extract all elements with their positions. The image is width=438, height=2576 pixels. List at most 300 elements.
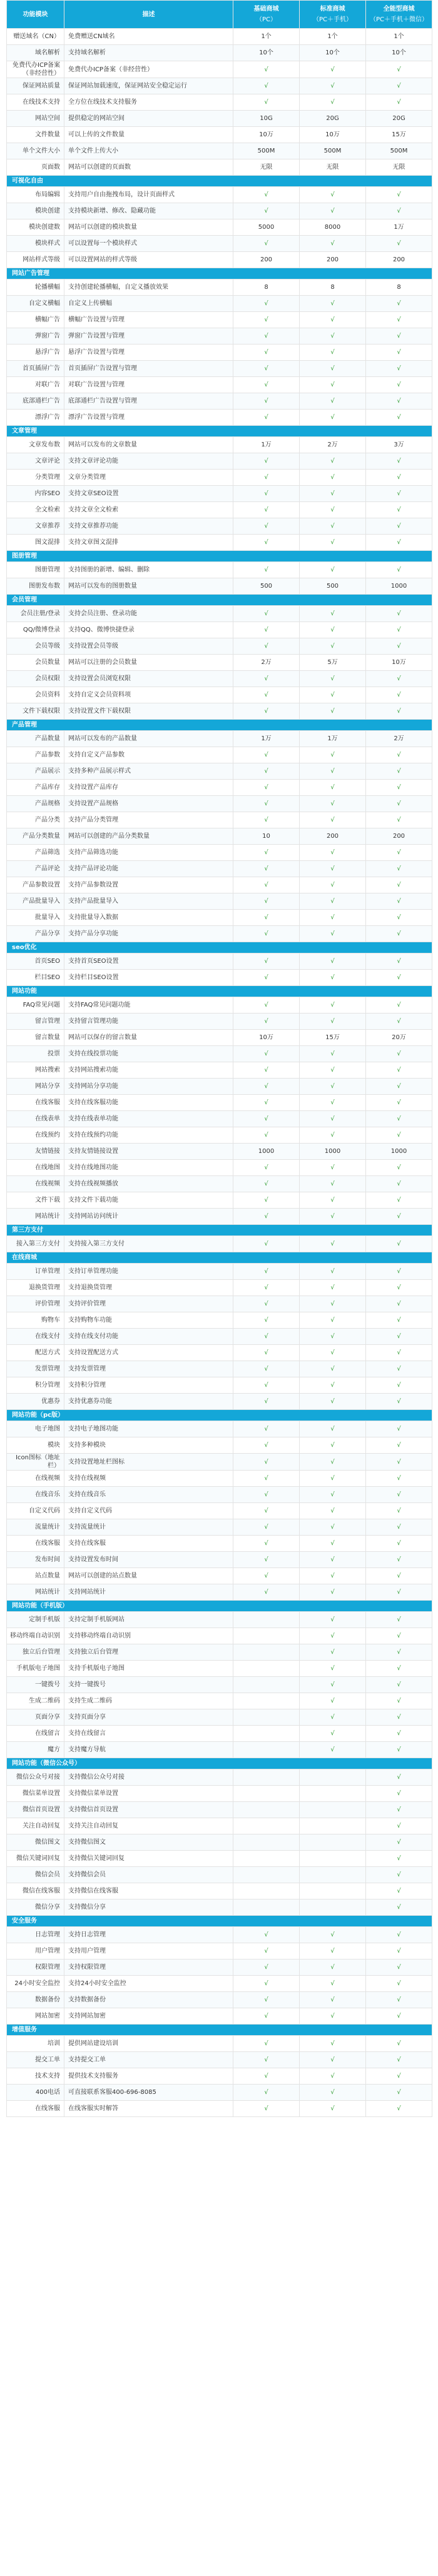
table-row [7, 747, 432, 763]
plan-value: √ [300, 1079, 366, 1095]
feature-description: 支持定制手机版网站 [64, 1612, 233, 1628]
feature-description: 支持电子地图功能 [64, 1421, 233, 1437]
table-row [7, 1014, 432, 1030]
feature-name: 会员等级 [7, 638, 64, 655]
plan-value: √ [233, 796, 300, 812]
feature-name: 内容SEO [7, 486, 64, 502]
feature-description: 支持FAQ常见问题功能 [64, 997, 233, 1014]
plan-value: √ [300, 622, 366, 638]
plan-value: 500M [233, 143, 300, 159]
plan-value: √ [366, 296, 432, 312]
plan-value: 8 [300, 279, 366, 296]
feature-comparison [6, 0, 432, 2117]
feature-name: 横幅广告 [7, 312, 64, 328]
header-description: 描述 [64, 1, 233, 29]
plan-value: √ [366, 203, 432, 219]
feature-description: 支持在线留言 [64, 1726, 233, 1742]
plan-value: √ [366, 1519, 432, 1536]
table-row [7, 1584, 432, 1601]
table-row [7, 236, 432, 252]
plan-value: √ [233, 1280, 300, 1296]
plan-value: 1万 [233, 437, 300, 453]
plan-value: √ [233, 893, 300, 910]
feature-name: 24小时安全监控 [7, 1976, 64, 1992]
plan-value: 5000 [233, 219, 300, 236]
table-row [7, 1437, 432, 1454]
table-row [7, 393, 432, 410]
table-row [7, 997, 432, 1014]
feature-description: 提供稳定的网站空间 [64, 111, 233, 127]
plan-value: √ [300, 486, 366, 502]
plan-value: √ [300, 1584, 366, 1601]
plan-value: √ [366, 1726, 432, 1742]
feature-name: 用户管理 [7, 1943, 64, 1960]
feature-description: 支持多种模块 [64, 1437, 233, 1454]
feature-name: FAQ常见问题 [7, 997, 64, 1014]
feature-name: 数据备份 [7, 1992, 64, 2008]
plan-value: √ [366, 703, 432, 720]
section-header [7, 176, 432, 187]
plan-value [300, 1769, 366, 1786]
plan-value: √ [233, 687, 300, 703]
feature-name: 在线表单 [7, 1111, 64, 1127]
plan-value: √ [233, 1176, 300, 1192]
feature-description: 网站可以发布的文章数量 [64, 437, 233, 453]
plan-value: √ [366, 910, 432, 926]
plan-value: √ [300, 893, 366, 910]
table-row [7, 1818, 432, 1834]
plan-value: √ [366, 1209, 432, 1225]
plan-value [233, 1709, 300, 1726]
table-row [7, 1612, 432, 1628]
plan-value: √ [300, 78, 366, 94]
plan-sub: （PC） [255, 16, 277, 23]
plan-value: √ [233, 562, 300, 578]
plan-value: √ [300, 1046, 366, 1062]
plan-value: √ [300, 535, 366, 551]
plan-value: √ [233, 1437, 300, 1454]
plan-name: 标准商城 [320, 6, 345, 13]
table-row [7, 127, 432, 143]
feature-description: 支持网站加密 [64, 2008, 233, 2025]
feature-name: 赠送域名（CN） [7, 29, 64, 45]
feature-name: 布局编辑 [7, 187, 64, 203]
plan-value: √ [300, 926, 366, 942]
plan-value: 200 [366, 828, 432, 845]
feature-description: 支持产品分类管理 [64, 812, 233, 828]
plan-value: √ [233, 2068, 300, 2085]
feature-name: 移动终端自动识别 [7, 1628, 64, 1644]
plan-value: √ [366, 1943, 432, 1960]
plan-value: √ [233, 638, 300, 655]
plan-value: √ [366, 1127, 432, 1144]
feature-description: 支持文章SEO设置 [64, 486, 233, 502]
table-row [7, 377, 432, 393]
table-row [7, 861, 432, 877]
plan-value: √ [233, 453, 300, 470]
feature-description: 支持自定义产品参数 [64, 747, 233, 763]
feature-description: 支持文章图文混排 [64, 535, 233, 551]
plan-value: √ [366, 687, 432, 703]
plan-value: √ [366, 1437, 432, 1454]
feature-name: 文章评论 [7, 453, 64, 470]
feature-description: 支持评价管理 [64, 1296, 233, 1312]
table-row [7, 910, 432, 926]
plan-value: √ [366, 1454, 432, 1471]
feature-description: 支持设置产品库存 [64, 780, 233, 796]
feature-name: 在线音乐 [7, 1487, 64, 1503]
plan-value: √ [300, 1536, 366, 1552]
feature-name: 栏目SEO [7, 970, 64, 986]
feature-name: 流量统计 [7, 1519, 64, 1536]
plan-value: 2万 [300, 437, 366, 453]
table-row [7, 1030, 432, 1046]
section-header [7, 720, 432, 731]
plan-value: √ [366, 763, 432, 780]
feature-name: 微信菜单设置 [7, 1786, 64, 1802]
feature-name: 保证网站质量 [7, 78, 64, 94]
feature-description: 支持产品筛选功能 [64, 845, 233, 861]
feature-description: 支持手机版电子地图 [64, 1661, 233, 1677]
feature-name: 发布时间 [7, 1552, 64, 1568]
plan-value: √ [366, 1899, 432, 1916]
feature-name: 生成二维码 [7, 1693, 64, 1709]
plan-value: √ [300, 1264, 366, 1280]
plan-value: √ [300, 861, 366, 877]
plan-value [300, 1867, 366, 1883]
plan-value: √ [366, 1046, 432, 1062]
plan-value: √ [233, 703, 300, 720]
plan-value [300, 1786, 366, 1802]
plan-value: √ [300, 747, 366, 763]
plan-value: √ [233, 1079, 300, 1095]
feature-description: 漂浮广告设置与管理 [64, 410, 233, 426]
feature-name: 微信公众号对接 [7, 1769, 64, 1786]
feature-description: 支持首页SEO设置 [64, 953, 233, 970]
plan-value: √ [366, 2052, 432, 2068]
feature-description: 支持在线支付功能 [64, 1329, 233, 1345]
table-row [7, 1209, 432, 1225]
section-title: 网站功能（pc版） [7, 1410, 432, 1421]
feature-description: 支持文章评论功能 [64, 453, 233, 470]
feature-name: 首页SEO [7, 953, 64, 970]
plan-value: 8000 [300, 219, 366, 236]
plan-value: √ [366, 1296, 432, 1312]
plan-value: √ [366, 812, 432, 828]
plan-value [233, 1867, 300, 1883]
plan-value: √ [366, 1394, 432, 1410]
plan-value: √ [366, 187, 432, 203]
plan-value: √ [300, 1927, 366, 1943]
plan-value: √ [366, 312, 432, 328]
feature-name: 图文混排 [7, 535, 64, 551]
feature-description: 支持会员注册、登录功能 [64, 606, 233, 622]
table-row [7, 1095, 432, 1111]
feature-name: 网站加密 [7, 2008, 64, 2025]
plan-value: √ [300, 1111, 366, 1127]
section-header [7, 426, 432, 437]
plan-value: √ [300, 1487, 366, 1503]
feature-name: 定制手机版 [7, 1612, 64, 1628]
plan-value: √ [300, 2101, 366, 2117]
plan-value: √ [233, 622, 300, 638]
table-row [7, 2052, 432, 2068]
plan-value: √ [300, 1312, 366, 1329]
table-row [7, 486, 432, 502]
plan-value: √ [366, 562, 432, 578]
plan-value: √ [233, 1046, 300, 1062]
plan-value: √ [366, 1802, 432, 1818]
plan-value: √ [300, 1628, 366, 1644]
feature-description: 支持QQ、微博快捷登录 [64, 622, 233, 638]
plan-value: √ [300, 1519, 366, 1536]
plan-value: √ [300, 377, 366, 393]
feature-description: 支持24小时安全监控 [64, 1976, 233, 1992]
plan-value: √ [300, 1726, 366, 1742]
plan-value: √ [366, 1536, 432, 1552]
plan-value: √ [233, 1111, 300, 1127]
table-row [7, 518, 432, 535]
table-row [7, 845, 432, 861]
plan-value [233, 1726, 300, 1742]
feature-description: 在线客服实时解答 [64, 2101, 233, 2117]
feature-description: 支持文章全文检索 [64, 502, 233, 518]
feature-description: 首页插屏广告设置与管理 [64, 361, 233, 377]
table-row [7, 143, 432, 159]
feature-name: 首页插屏广告 [7, 361, 64, 377]
header-plan-standard [300, 1, 366, 29]
feature-name: 自定义代码 [7, 1503, 64, 1519]
plan-value: √ [233, 877, 300, 893]
feature-description: 支持微信菜单设置 [64, 1786, 233, 1802]
feature-description: 可以设置网站的样式等级 [64, 252, 233, 268]
feature-description: 支持多种产品展示样式 [64, 763, 233, 780]
feature-name: 页面分享 [7, 1709, 64, 1726]
table-row [7, 780, 432, 796]
plan-value: √ [300, 562, 366, 578]
plan-value [233, 1834, 300, 1851]
plan-value: √ [366, 1471, 432, 1487]
table-row [7, 1677, 432, 1693]
plan-value: √ [300, 606, 366, 622]
plan-value: √ [300, 877, 366, 893]
feature-description: 免费代办ICP备案（非经营性） [64, 61, 233, 78]
plan-value: √ [233, 345, 300, 361]
plan-value: √ [233, 2085, 300, 2101]
feature-name: 产品数量 [7, 731, 64, 747]
feature-name: 站点数量 [7, 1568, 64, 1584]
feature-description: 支持微信首页设置 [64, 1802, 233, 1818]
feature-description: 支持独立后台管理 [64, 1644, 233, 1661]
feature-description: 提供技术支持服务 [64, 2068, 233, 2085]
feature-description: 支持在线客服功能 [64, 1095, 233, 1111]
plan-value: √ [300, 187, 366, 203]
plan-value: √ [300, 1644, 366, 1661]
plan-value: 10G [233, 111, 300, 127]
plan-value: √ [366, 877, 432, 893]
feature-description: 支持网站搜索功能 [64, 1062, 233, 1079]
plan-value [233, 1644, 300, 1661]
feature-name: 订单管理 [7, 1264, 64, 1280]
feature-description: 支持图册的新增、编辑、删除 [64, 562, 233, 578]
table-row [7, 361, 432, 377]
plan-value: √ [233, 535, 300, 551]
table-row [7, 1927, 432, 1943]
feature-name: 技术支持 [7, 2068, 64, 2085]
feature-name: 积分管理 [7, 1377, 64, 1394]
plan-value: √ [300, 1209, 366, 1225]
plan-value: √ [366, 377, 432, 393]
feature-description: 支持订单管理功能 [64, 1264, 233, 1280]
plan-value: √ [366, 780, 432, 796]
feature-description: 免费赠送CN域名 [64, 29, 233, 45]
feature-description: 支持微信分享 [64, 1899, 233, 1916]
plan-value: √ [366, 1960, 432, 1976]
plan-value: 1000 [366, 578, 432, 595]
table-row [7, 2036, 432, 2052]
feature-name: 文件下载 [7, 1192, 64, 1209]
plan-value: √ [366, 1264, 432, 1280]
feature-name: 轮播横幅 [7, 279, 64, 296]
table-row [7, 606, 432, 622]
feature-description: 支持友情链接设置 [64, 1144, 233, 1160]
plan-value: √ [366, 328, 432, 345]
plan-value: √ [366, 1644, 432, 1661]
plan-value: √ [300, 345, 366, 361]
table-row [7, 1519, 432, 1536]
plan-value: √ [233, 1361, 300, 1377]
feature-name: 页面数 [7, 159, 64, 176]
plan-value: √ [366, 1111, 432, 1127]
plan-value: √ [300, 1329, 366, 1345]
plan-value: √ [300, 2036, 366, 2052]
feature-name: 会员数量 [7, 655, 64, 671]
plan-name: 全能型商城 [383, 6, 415, 13]
plan-value: √ [233, 486, 300, 502]
plan-value [233, 1628, 300, 1644]
table-row [7, 970, 432, 986]
feature-description: 支持批量导入数据 [64, 910, 233, 926]
plan-value: √ [366, 1867, 432, 1883]
table-row [7, 1264, 432, 1280]
feature-name: 漂浮广告 [7, 410, 64, 426]
table-row [7, 2008, 432, 2025]
plan-value: √ [233, 1454, 300, 1471]
plan-value: √ [300, 2052, 366, 2068]
feature-name: 在线视频 [7, 1176, 64, 1192]
feature-name: 接入第三方支付 [7, 1236, 64, 1252]
plan-value: √ [300, 812, 366, 828]
section-title: 产品管理 [7, 720, 432, 731]
plan-value: √ [366, 926, 432, 942]
feature-description: 保证网站加载速度，保证网站安全稳定运行 [64, 78, 233, 94]
plan-value: √ [300, 312, 366, 328]
plan-value: 20万 [366, 1030, 432, 1046]
plan-value: 10万 [233, 1030, 300, 1046]
feature-name: 网站分享 [7, 1079, 64, 1095]
table-row [7, 562, 432, 578]
section-title: 可视化自由 [7, 176, 432, 187]
feature-name: 产品参数 [7, 747, 64, 763]
plan-value: √ [366, 518, 432, 535]
table-row [7, 1361, 432, 1377]
plan-value: √ [300, 970, 366, 986]
section-header [7, 1225, 432, 1236]
plan-value: √ [366, 893, 432, 910]
feature-name: 电子地图 [7, 1421, 64, 1437]
plan-value: √ [233, 1014, 300, 1030]
plan-value: √ [366, 1014, 432, 1030]
plan-value: √ [300, 953, 366, 970]
plan-value: √ [300, 361, 366, 377]
plan-name: 基础商城 [253, 6, 279, 13]
plan-value: √ [233, 1312, 300, 1329]
plan-value: √ [300, 1437, 366, 1454]
feature-name: 在线预约 [7, 1127, 64, 1144]
plan-value: √ [366, 1280, 432, 1296]
section-title: 在线商城 [7, 1252, 432, 1264]
plan-value: √ [233, 606, 300, 622]
table-row [7, 1536, 432, 1552]
table-row [7, 1127, 432, 1144]
feature-description: 支持魔方导航 [64, 1742, 233, 1758]
table-row [7, 312, 432, 328]
plan-value: √ [233, 236, 300, 252]
plan-value: √ [366, 1661, 432, 1677]
table-row [7, 1079, 432, 1095]
table-row [7, 1628, 432, 1644]
plan-value [233, 1661, 300, 1677]
plan-value: √ [366, 2068, 432, 2085]
feature-description: 支持页面分享 [64, 1709, 233, 1726]
plan-value: √ [366, 1377, 432, 1394]
feature-name: 分类管理 [7, 470, 64, 486]
table-row [7, 1111, 432, 1127]
plan-value: √ [233, 1394, 300, 1410]
plan-value [233, 1818, 300, 1834]
plan-value: √ [300, 2008, 366, 2025]
plan-value: √ [300, 997, 366, 1014]
feature-description: 网站可以发布的产品数量 [64, 731, 233, 747]
table-row [7, 1976, 432, 1992]
plan-value: √ [366, 970, 432, 986]
plan-value: √ [366, 1851, 432, 1867]
table-row [7, 279, 432, 296]
plan-value: √ [300, 61, 366, 78]
feature-description: 支持设置产品规格 [64, 796, 233, 812]
section-header [7, 2025, 432, 2036]
table-row [7, 1709, 432, 1726]
plan-value: √ [366, 1095, 432, 1111]
feature-name: 弹窗广告 [7, 328, 64, 345]
plan-value: √ [233, 187, 300, 203]
plan-value: √ [366, 2101, 432, 2117]
plan-value: 2万 [366, 731, 432, 747]
table-row [7, 926, 432, 942]
table-row [7, 687, 432, 703]
feature-description: 网站可以创建的产品分类数量 [64, 828, 233, 845]
feature-description: 支持文件下载功能 [64, 1192, 233, 1209]
plan-value: √ [366, 393, 432, 410]
plan-value: √ [366, 1612, 432, 1628]
section-title: 文章管理 [7, 426, 432, 437]
plan-value: √ [366, 622, 432, 638]
section-header [7, 595, 432, 606]
section-title: 网站广告管理 [7, 268, 432, 279]
feature-name: 网站样式等级 [7, 252, 64, 268]
plan-value: √ [300, 1062, 366, 1079]
table-row [7, 1454, 432, 1471]
